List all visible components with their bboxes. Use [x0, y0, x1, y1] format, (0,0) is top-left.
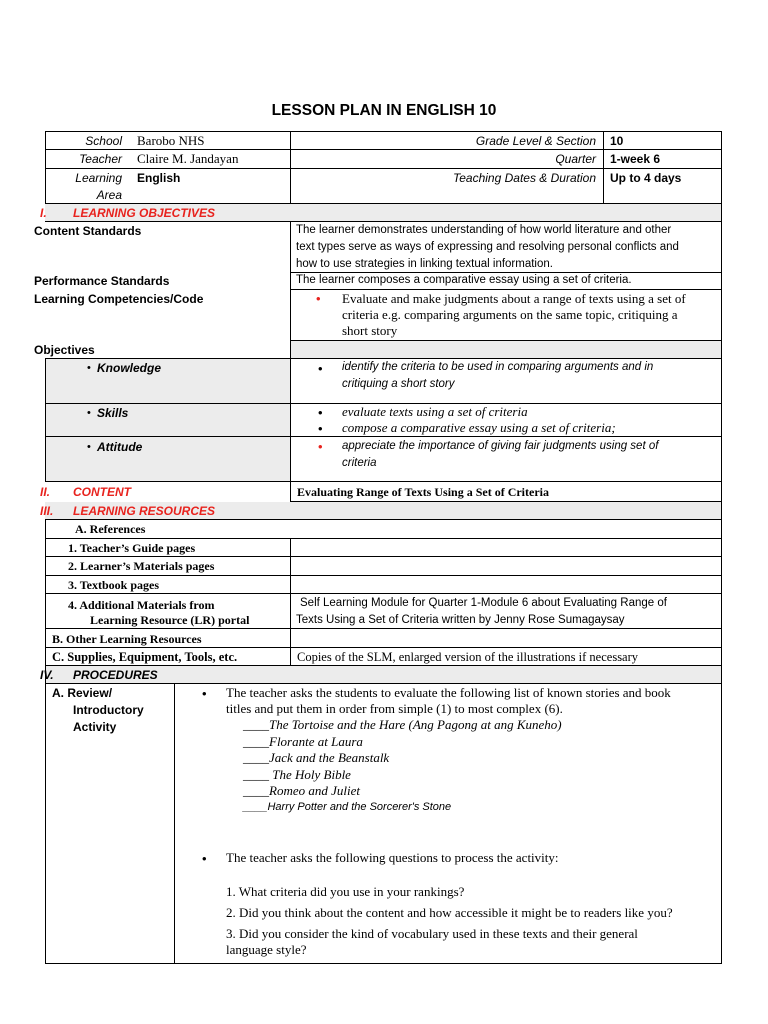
attitude-bullet-icon: • — [87, 441, 91, 453]
knowledge-line-1: identify the criteria to be used in comparing arguments and in — [342, 361, 654, 373]
content-standards-line-3: how to use strategies in linking textual information. — [296, 258, 553, 270]
grade-label: Grade Level & Section — [475, 134, 596, 148]
story-item-1: ____The Tortoise and the Hare (Ang Pagong at ang Kuneho) — [243, 717, 562, 732]
school-label: School — [85, 134, 122, 148]
review-label-3: Activity — [73, 720, 117, 734]
resources-heading: LEARNING RESOURCES — [73, 504, 216, 518]
content-standards-line-1: The learner demonstrates understanding of how world literature and other — [296, 224, 672, 236]
knowledge-line-2: critiquing a short story — [342, 378, 455, 390]
skills-label-shade — [45, 404, 290, 436]
teachers-guide-label: 1. Teacher’s Guide pages — [68, 541, 196, 555]
learners-materials-label: 2. Learner’s Materials pages — [68, 559, 215, 573]
story-item-2: ____Florante at Laura — [243, 734, 363, 749]
additional-materials-value-2: Texts Using a Set of Criteria written by Jenny Rose Sumagaysay — [296, 614, 625, 626]
objectives-label: Objectives — [34, 343, 95, 357]
story-item-3: ____Jack and the Beanstalk — [243, 750, 390, 765]
knowledge-label: Knowledge — [97, 361, 162, 375]
performance-standards-value: The learner composes a comparative essay using a set of criteria. — [296, 274, 632, 286]
procedures-numeral: IV. — [40, 668, 54, 682]
learning-area-label-2: Area — [96, 188, 122, 202]
quarter-value: 1-week 6 — [610, 152, 661, 166]
quarter-label: Quarter — [555, 152, 596, 166]
dates-value: Up to 4 days — [610, 171, 682, 185]
textbook-pages-label: 3. Textbook pages — [68, 578, 160, 592]
content-value: Evaluating Range of Texts Using a Set of Criteria — [297, 485, 549, 499]
attitude-label: Attitude — [97, 440, 143, 454]
school-value: Barobo NHS — [137, 133, 205, 148]
learning-area-value: English — [137, 171, 181, 185]
questions-intro: The teacher asks the following questions to process the activity: — [226, 850, 559, 865]
other-resources-label: B. Other Learning Resources — [52, 632, 202, 646]
skills-item-2: compose a comparative essay using a set of criteria; — [342, 420, 616, 435]
dates-label: Teaching Dates & Duration — [453, 171, 596, 185]
skills-bullet-icon: • — [87, 407, 91, 419]
question-3-cont: language style? — [226, 942, 307, 957]
review-label-1: A. Review/ — [52, 686, 113, 700]
skills-item-1: evaluate texts using a set of criteria — [342, 404, 528, 419]
grade-value: 10 — [610, 134, 624, 148]
skills-item-1-bullet-icon: • — [318, 405, 323, 420]
attitude-label-shade — [45, 437, 290, 481]
content-standards-label: Content Standards — [34, 224, 142, 238]
objectives-row-shade — [290, 341, 722, 358]
references-label: A. References — [75, 522, 146, 536]
procedures-heading: PROCEDURES — [73, 668, 158, 682]
story-item-4: ____ The Holy Bible — [243, 767, 351, 782]
teacher-value: Claire M. Jandayan — [137, 151, 239, 166]
performance-standards-label: Performance Standards — [34, 274, 170, 288]
skills-label: Skills — [97, 406, 129, 420]
additional-materials-value-1: Self Learning Module for Quarter 1-Module 6 about Evaluating Range of — [300, 597, 667, 609]
objectives-numeral: I. — [40, 206, 47, 220]
instruction-line-2: titles and put them in order from simple (1) to most complex (6). — [226, 701, 563, 716]
story-item-5: ____Romeo and Juliet — [243, 783, 360, 798]
questions-bullet-icon: • — [202, 851, 207, 866]
competencies-label: Learning Competencies/Code — [34, 292, 204, 306]
story-item-6: ____Harry Potter and the Sorcerer's Stone — [243, 801, 452, 813]
instruction-line-1: The teacher asks the students to evaluate the following list of known stories and book — [226, 685, 671, 700]
teacher-label: Teacher — [79, 152, 122, 166]
objectives-heading: LEARNING OBJECTIVES — [73, 206, 216, 220]
document-title: LESSON PLAN IN ENGLISH 10 — [271, 102, 497, 119]
additional-materials-label: 4. Additional Materials from — [68, 598, 215, 612]
supplies-label: C. Supplies, Equipment, Tools, etc. — [52, 650, 238, 664]
content-standards-line-2: text types serve as ways of expressing and resolving personal conflicts and — [296, 241, 679, 253]
competencies-line-2: criteria e.g. comparing arguments on the same topic, critiquing a — [342, 307, 678, 322]
knowledge-item-bullet-icon: • — [318, 361, 323, 376]
resources-numeral: III. — [40, 504, 54, 518]
additional-materials-label-2: Learning Resource (LR) portal — [90, 613, 250, 627]
question-1: 1. What criteria did you use in your rankings? — [226, 884, 465, 899]
learning-area-label: Learning — [75, 171, 122, 185]
knowledge-bullet-icon: • — [87, 362, 91, 374]
content-numeral: II. — [40, 485, 51, 499]
review-label-2: Introductory — [73, 703, 144, 717]
content-heading: CONTENT — [73, 485, 131, 499]
competencies-line-1: Evaluate and make judgments about a range of texts using a set of — [342, 291, 686, 306]
attitude-line-2: criteria — [342, 457, 377, 469]
question-2: 2. Did you think about the content and how accessible it might be to readers like you? — [226, 905, 673, 920]
supplies-value: Copies of the SLM, enlarged version of the illustrations if necessary — [297, 650, 639, 664]
question-3: 3. Did you consider the kind of vocabulary used in these texts and their general — [226, 926, 638, 941]
competencies-line-3: short story — [342, 323, 398, 338]
skills-item-2-bullet-icon: • — [318, 421, 323, 436]
instruction-bullet-icon: • — [202, 686, 207, 701]
attitude-line-1: appreciate the importance of giving fair judgments using set of — [342, 440, 659, 452]
knowledge-label-shade — [45, 359, 290, 403]
attitude-item-bullet-icon: • — [318, 439, 323, 454]
competencies-bullet-icon: • — [316, 291, 321, 306]
